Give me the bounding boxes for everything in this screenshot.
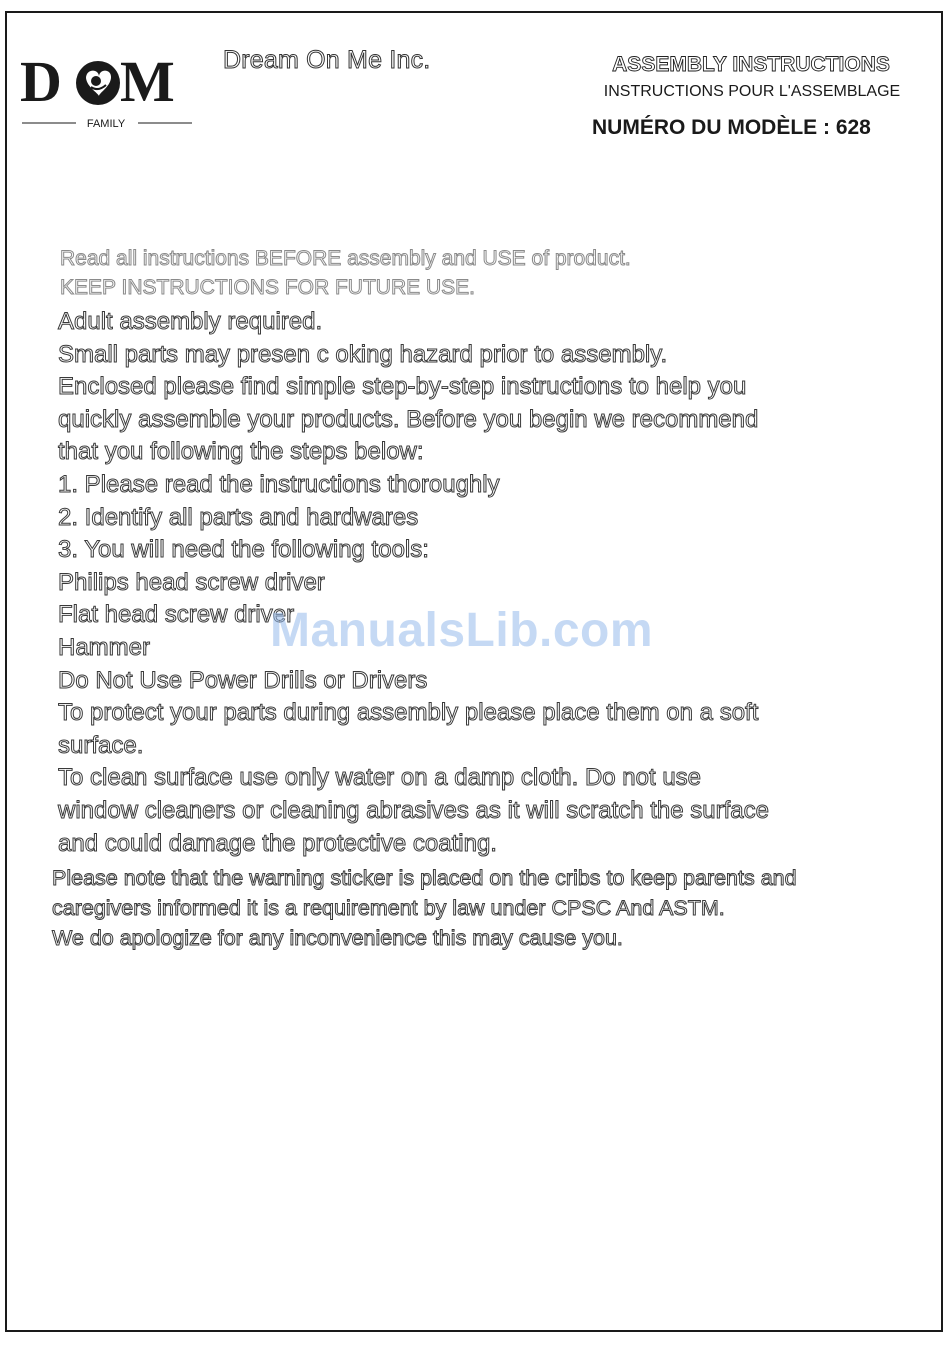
body-line: and could damage the protective coating.	[58, 829, 497, 857]
tool-item: Flat head screw driver	[58, 601, 295, 629]
tool-item: Hammer	[58, 633, 151, 661]
warning-line: KEEP INSTRUCTIONS FOR FUTURE USE.	[60, 276, 475, 299]
svg-text:M: M	[120, 52, 175, 114]
body-line: window cleaners or cleaning abrasives as it will scratch the surface	[58, 796, 769, 824]
warning-line: Read all instructions BEFORE assembly and USE of product.	[60, 247, 631, 270]
note-line: We do apologize for any inconvenience this may cause you.	[52, 926, 623, 950]
body-line: that you following the steps below:	[58, 438, 424, 466]
heart-emblem-icon	[76, 61, 120, 105]
assembly-title-en: ASSEMBLY INSTRUCTIONS	[612, 53, 890, 76]
logo-subtext: FAMILY	[86, 118, 126, 130]
body-line: Small parts may presen c oking hazard prior to assembly.	[58, 340, 668, 368]
warning-sticker-note	[52, 863, 797, 953]
body-line: To protect your parts during assembly please place them on a soft	[58, 699, 759, 727]
note-line: caregivers informed it is a requirement by law under CPSC And ASTM.	[52, 896, 725, 920]
step-item: 3. You will need the following tools:	[58, 536, 429, 564]
header-titles	[574, 53, 914, 101]
body-line: Adult assembly required.	[58, 308, 323, 335]
step-item: 2. Identify all parts and hardwares	[58, 503, 419, 531]
company-name: Dream On Me Inc.	[223, 46, 431, 74]
body-line: surface.	[58, 731, 144, 759]
dom-family-logo	[20, 52, 198, 132]
step-item: 1. Please read the instructions thoroughly	[58, 470, 500, 498]
note-line: Please note that the warning sticker is placed on the cribs to keep parents and	[52, 866, 797, 890]
warning-block	[60, 244, 631, 302]
tool-item: Philips head screw driver	[58, 568, 325, 596]
body-line: Do Not Use Power Drills or Drivers	[58, 666, 428, 694]
instructions-body	[58, 306, 769, 860]
manualslib-watermark: ManualsLib.com	[270, 604, 654, 657]
body-line: To clean surface use only water on a damp cloth. Do not use	[58, 764, 702, 792]
body-line: Enclosed please find simple step-by-step instructions to help you	[58, 373, 747, 401]
model-number: NUMÉRO DU MODÈLE : 628	[592, 116, 871, 139]
body-line: quickly assemble your products. Before you begin we recommend	[58, 405, 759, 433]
svg-text:D: D	[20, 52, 62, 114]
assembly-title-fr: INSTRUCTIONS POUR L'ASSEMBLAGE	[603, 83, 901, 100]
